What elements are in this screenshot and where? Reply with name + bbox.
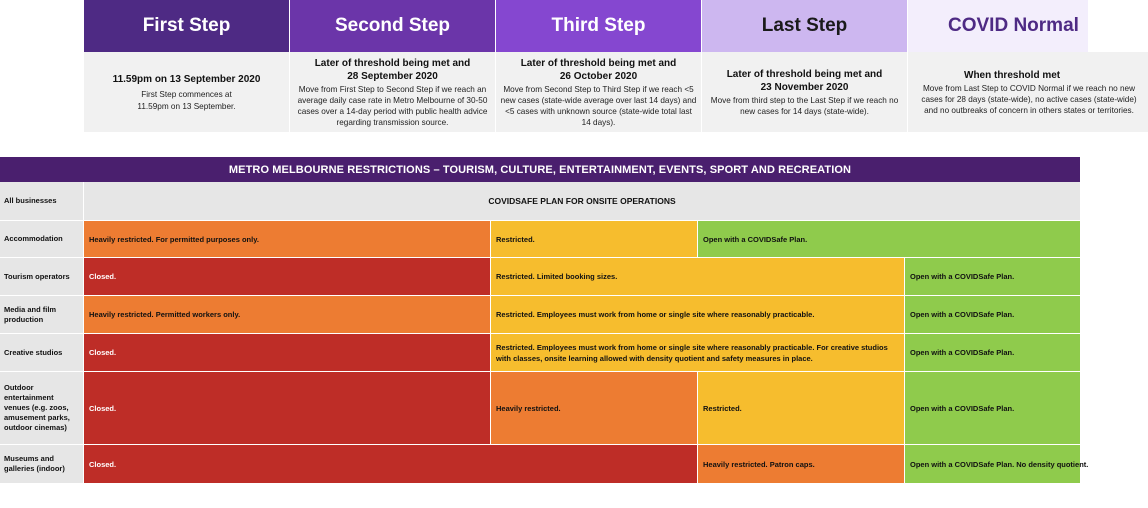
step-header: Third Step xyxy=(496,0,701,52)
step-last xyxy=(702,0,907,132)
row-label-outdoor-entertainment: Outdoor entertainment venues (e.g. zoos, amusement parks, outdoor cinemas) xyxy=(0,372,83,444)
cell-tourism-first-second: Closed. xyxy=(84,258,490,295)
step-first xyxy=(84,0,289,132)
row-label-creative-studios: Creative studios xyxy=(0,334,83,371)
step-covid-normal xyxy=(908,0,1137,132)
cell-tourism-normal: Open with a COVIDSafe Plan. xyxy=(905,258,1080,295)
step-body xyxy=(908,52,1148,132)
step-header: First Step xyxy=(84,0,289,52)
cell-outdoor-first-second: Closed. xyxy=(84,372,490,444)
cell-media-first-second: Heavily restricted. Permitted workers only. xyxy=(84,296,490,333)
row-label-media-film: Media and film production xyxy=(0,296,83,333)
step-title: When threshold met xyxy=(964,69,1061,81)
cell-museums-first-third: Closed. xyxy=(84,445,697,483)
step-description: Move from Last Step to COVID Normal if we reach no new cases for 28 days (state-wide), no active cases (state-wide) and no outbreaks of concern in others states or territories. xyxy=(921,83,1137,115)
step-date: 26 October 2020 xyxy=(559,70,638,82)
row-label-all-businesses: All businesses xyxy=(0,182,83,220)
step-date: 23 November 2020 xyxy=(760,81,849,93)
cell-outdoor-third: Heavily restricted. xyxy=(491,372,697,444)
row-label-tourism-operators: Tourism operators xyxy=(0,258,83,295)
row-label-museums-galleries: Museums and galleries (indoor) xyxy=(0,445,83,483)
cell-outdoor-last: Restricted. xyxy=(698,372,904,444)
step-second xyxy=(290,0,495,132)
cell-outdoor-normal: Open with a COVIDSafe Plan. xyxy=(905,372,1080,444)
row-label-accommodation: Accommodation xyxy=(0,221,83,257)
step-body xyxy=(496,52,701,132)
step-description: Move from third step to the Last Step if we reach no new cases for 14 days (state-wide). xyxy=(710,95,899,116)
cell-accommodation-first-second: Heavily restricted. For permitted purposes only. xyxy=(84,221,490,257)
step-timeline xyxy=(84,0,1137,132)
cell-accommodation-last-normal: Open with a COVIDSafe Plan. xyxy=(698,221,1080,257)
step-title: Later of threshold being met and xyxy=(726,68,883,80)
step-title: Later of threshold being met and xyxy=(520,57,677,69)
cell-museums-normal: Open with a COVIDSafe Plan. No density quotient. xyxy=(905,445,1080,483)
step-date: 28 September 2020 xyxy=(347,70,438,82)
step-description: Move from First Step to Second Step if we reach an average daily case rate in Metro Melbourne of 30-50 cases over a 14-day period with public health advice regarding transmission source. xyxy=(297,84,488,127)
step-description: First Step commences at xyxy=(141,89,232,99)
step-body xyxy=(84,52,289,132)
step-header: Second Step xyxy=(290,0,495,52)
cell-creative-third-last: Restricted. Employees must work from home or single site where reasonably practicable. For creative studios with classes, onsite learning allowed with density quotient and safety measures in place. xyxy=(491,334,904,371)
step-description: Move from Second Step to Third Step if we reach <5 new cases (state-wide average over last 14 days) and <5 cases with unknown source (state-wide total last 14 days). xyxy=(500,84,697,127)
cell-museums-last: Heavily restricted. Patron caps. xyxy=(698,445,904,483)
cell-creative-normal: Open with a COVIDSafe Plan. xyxy=(905,334,1080,371)
step-third xyxy=(496,0,701,132)
step-body xyxy=(290,52,495,132)
step-title: 11.59pm on 13 September 2020 xyxy=(112,73,261,85)
step-header: Last Step xyxy=(702,0,907,52)
cell-creative-first-second: Closed. xyxy=(84,334,490,371)
cell-media-normal: Open with a COVIDSafe Plan. xyxy=(905,296,1080,333)
cell-tourism-third-last: Restricted. Limited booking sizes. xyxy=(491,258,904,295)
cell-media-third-last: Restricted. Employees must work from home or single site where reasonably practicable. xyxy=(491,296,904,333)
step-body xyxy=(702,52,907,132)
step-subtitle: 11.59pm on 13 September. xyxy=(137,101,236,111)
step-title: Later of threshold being met and xyxy=(314,57,471,69)
cell-accommodation-third: Restricted. xyxy=(491,221,697,257)
step-header: COVID Normal xyxy=(908,0,1088,52)
restrictions-banner: METRO MELBOURNE RESTRICTIONS – TOURISM, CULTURE, ENTERTAINMENT, EVENTS, SPORT AND RECREATION xyxy=(0,157,1080,182)
cell-covidsafe-plan: COVIDSAFE PLAN FOR ONSITE OPERATIONS xyxy=(84,182,1080,220)
